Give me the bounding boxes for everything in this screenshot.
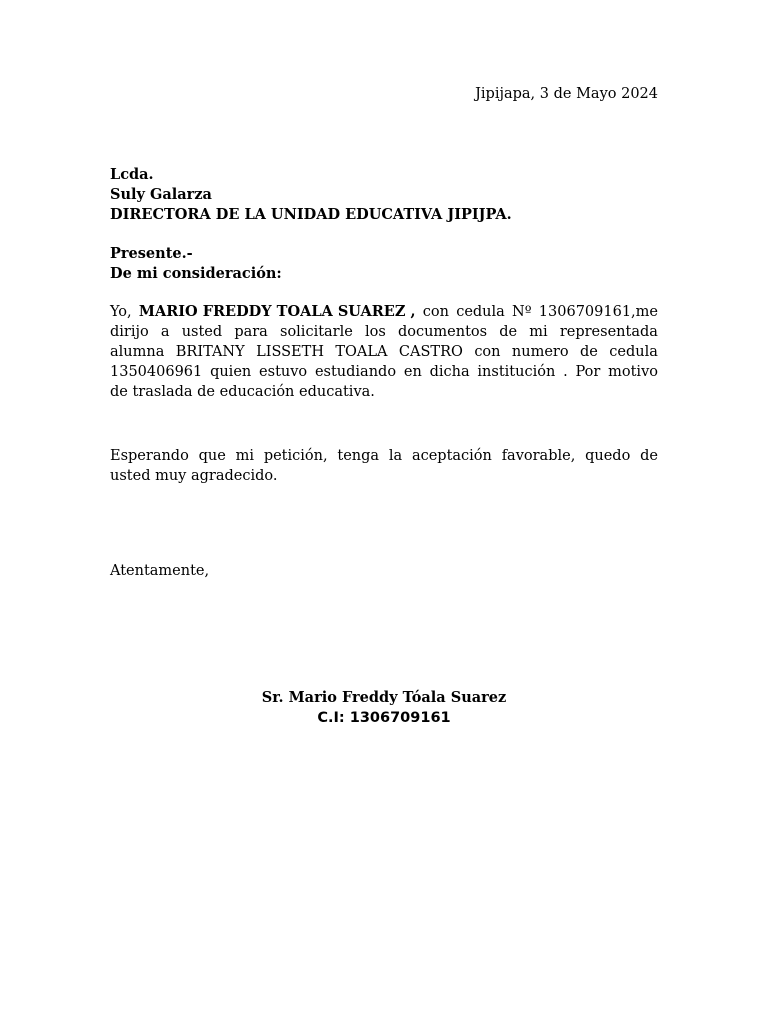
word: de: [580, 344, 598, 360]
word: representada: [559, 324, 658, 340]
signature-name: Sr. Mario Freddy Tóala Suarez: [261, 689, 507, 706]
greeting-block: [110, 244, 658, 284]
word: estuvo: [259, 364, 308, 380]
sender-ci: 1306709161,me: [538, 304, 658, 320]
word: usted: [181, 324, 223, 340]
word: quien: [210, 364, 252, 380]
word: en: [403, 364, 422, 380]
greeting-consideracion: De mi consideración:: [110, 265, 282, 282]
body1-line-2: [110, 322, 658, 342]
word: tenga: [337, 448, 380, 464]
body1-word-con: con: [422, 304, 449, 320]
body1-line-4: [110, 362, 658, 382]
body2-line-2: usted muy agradecido.: [110, 468, 278, 484]
recipient-title: Lcda.: [110, 166, 154, 183]
word: mi: [235, 448, 255, 464]
body1-line-1: [110, 302, 658, 322]
word: institución: [477, 364, 556, 380]
body-paragraph-1: [110, 302, 658, 402]
body1-word-numero: Nº: [512, 304, 532, 320]
word: favorable,: [501, 448, 576, 464]
word: alumna: [110, 344, 165, 360]
greeting-presente: Presente.-: [110, 245, 193, 262]
body1-line-5: de traslada de educación educativa.: [110, 384, 375, 400]
word: Esperando: [110, 448, 189, 464]
word: con: [474, 344, 501, 360]
body1-prefix: Yo,: [110, 304, 132, 320]
word: de: [499, 324, 518, 340]
body2-line-1: [110, 446, 658, 466]
word: CASTRO: [398, 344, 463, 360]
word: la: [388, 448, 403, 464]
word: solicitarle: [280, 324, 353, 340]
recipient-block: [110, 165, 658, 225]
word: BRITANY: [175, 344, 245, 360]
word: de: [640, 448, 658, 464]
closing: Atentamente,: [110, 563, 210, 579]
word: motivo: [608, 364, 658, 380]
word: mi: [529, 324, 548, 340]
word: dicha: [429, 364, 470, 380]
word: a: [160, 324, 170, 340]
word: Por: [575, 364, 601, 380]
sender-name: MARIO FREDDY TOALA SUAREZ ,: [138, 303, 416, 320]
word: TOALA: [335, 344, 388, 360]
body-paragraph-2: [110, 446, 658, 486]
word: que: [198, 448, 226, 464]
word: para: [234, 324, 268, 340]
word: 1350406961: [110, 364, 203, 380]
letter-date: Jipijapa, 3 de Mayo 2024: [475, 86, 658, 102]
word: numero: [511, 344, 569, 360]
word: quedo: [585, 448, 631, 464]
word: documentos: [397, 324, 488, 340]
word: .: [563, 364, 568, 380]
word: estudiando: [314, 364, 397, 380]
word: aceptación: [411, 448, 492, 464]
recipient-name: Suly Galarza: [110, 186, 212, 203]
signature-block: [110, 688, 658, 728]
recipient-position: DIRECTORA DE LA UNIDAD EDUCATIVA JIPIJPA.: [110, 206, 512, 223]
signature-ci: C.I: 1306709161: [317, 710, 451, 726]
word: dirijo: [110, 324, 149, 340]
body1-line-3: [110, 342, 658, 362]
body1-word-cedula: cedula: [456, 304, 505, 320]
word: petición,: [263, 448, 328, 464]
word: cedula: [609, 344, 658, 360]
word: LISSETH: [256, 344, 324, 360]
word: los: [364, 324, 386, 340]
